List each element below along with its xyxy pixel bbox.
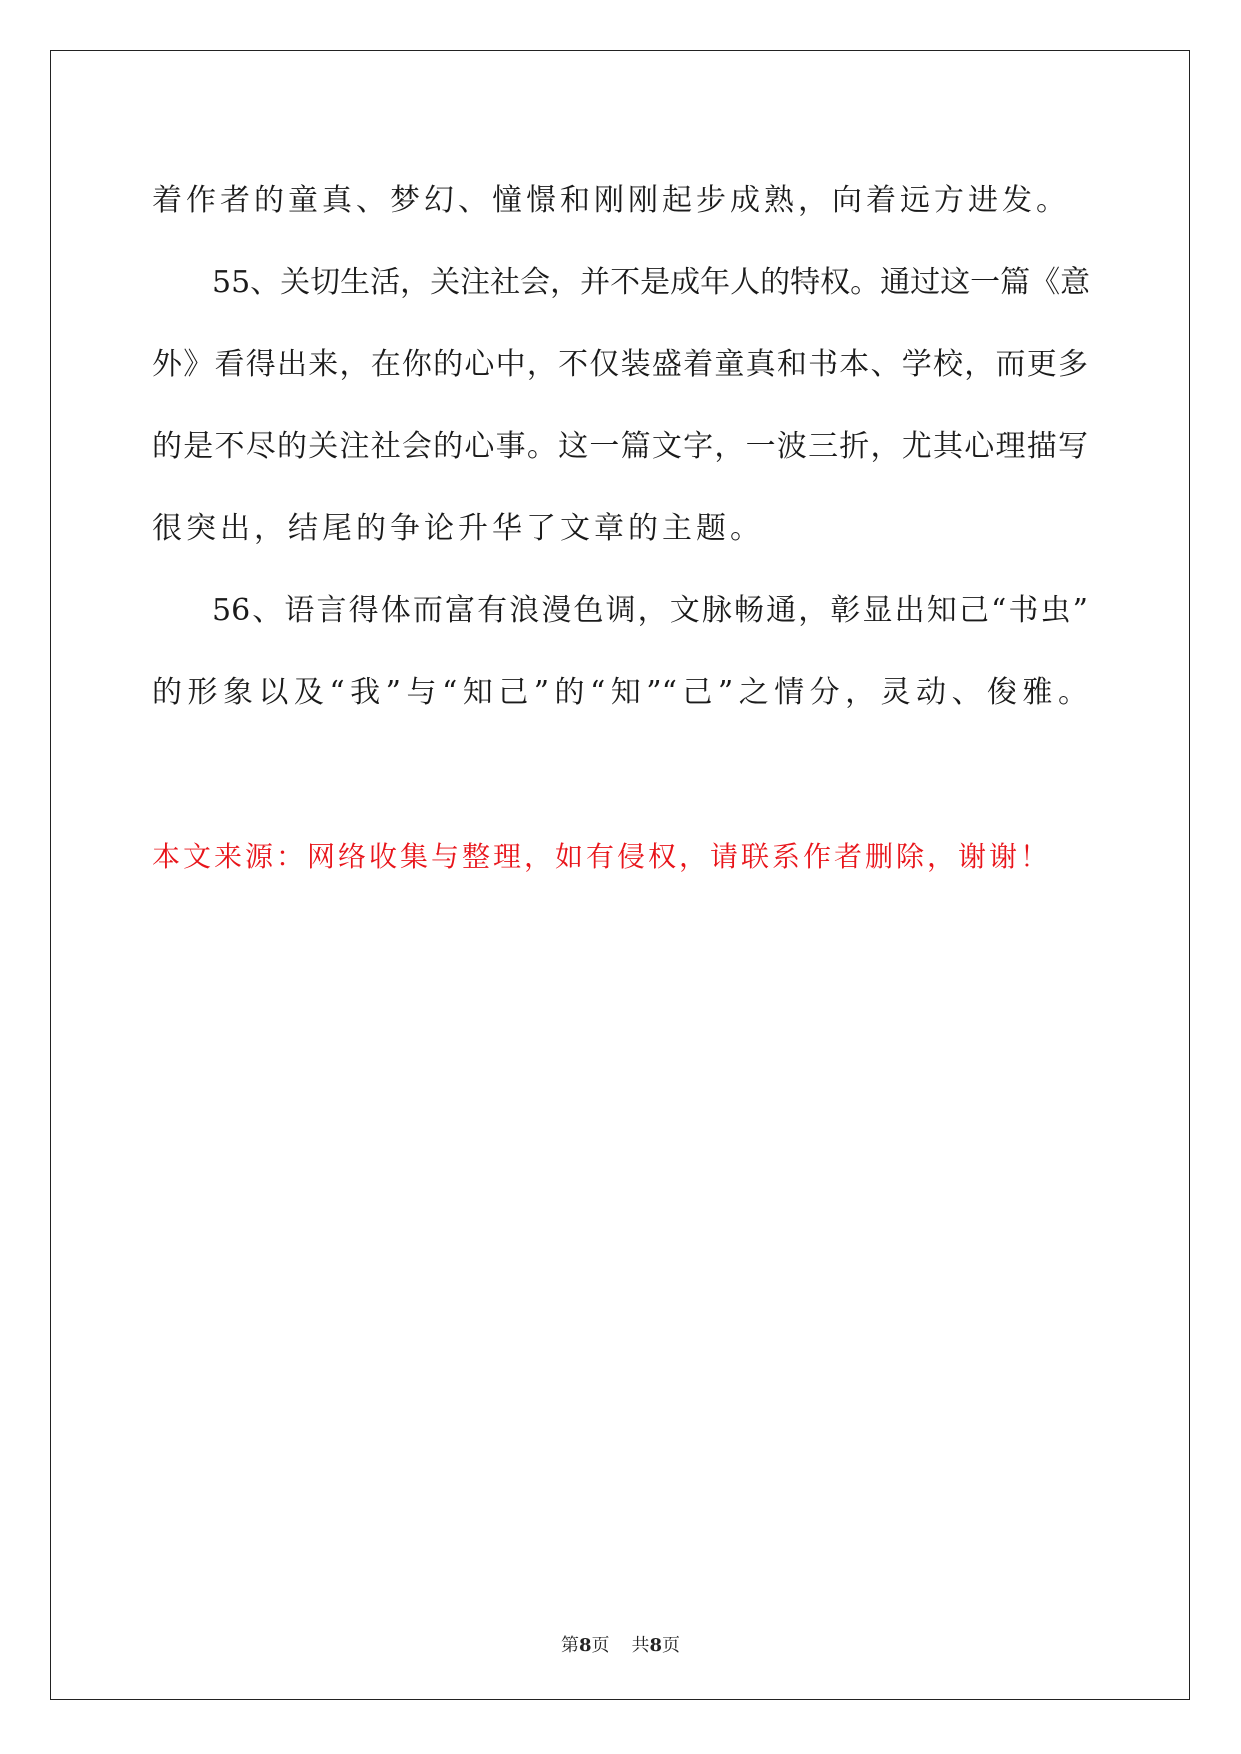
page-total: 8	[649, 1635, 663, 1656]
item-55-line-1: 55、关切生活，关注社会，并不是成年人的特权。通过这一篇《意	[212, 265, 1091, 300]
item-56-line-2: 的形象以及“我”与“知己”的“知”“己”之情分，灵动、俊雅。	[152, 675, 1088, 710]
page-prefix: 第	[560, 1635, 579, 1656]
page-footer	[0, 1631, 1241, 1657]
paragraph-tail-line: 着作者的童真、梦幻、憧憬和刚刚起步成熟，向着远方进发。	[152, 183, 1070, 218]
page-current: 8	[578, 1635, 592, 1656]
source-note: 本文来源：网络收集与整理，如有侵权，请联系作者删除，谢谢！	[152, 840, 1052, 873]
total-prefix: 共	[631, 1635, 650, 1656]
item-56-line-1: 56、语言得体而富有浪漫色调，文脉畅通，彰显出知己“书虫”	[212, 593, 1088, 628]
item-55-line-3: 的是不尽的关注社会的心事。这一篇文字，一波三折，尤其心理描写	[152, 429, 1088, 464]
page-label: 页	[591, 1635, 610, 1656]
total-label: 页	[662, 1635, 681, 1656]
item-55-line-2: 外》看得出来，在你的心中，不仅装盛着童真和书本、学校，而更多	[152, 347, 1088, 382]
document-body	[152, 160, 1091, 898]
item-55-line-4: 很突出，结尾的争论升华了文章的主题。	[152, 511, 764, 546]
